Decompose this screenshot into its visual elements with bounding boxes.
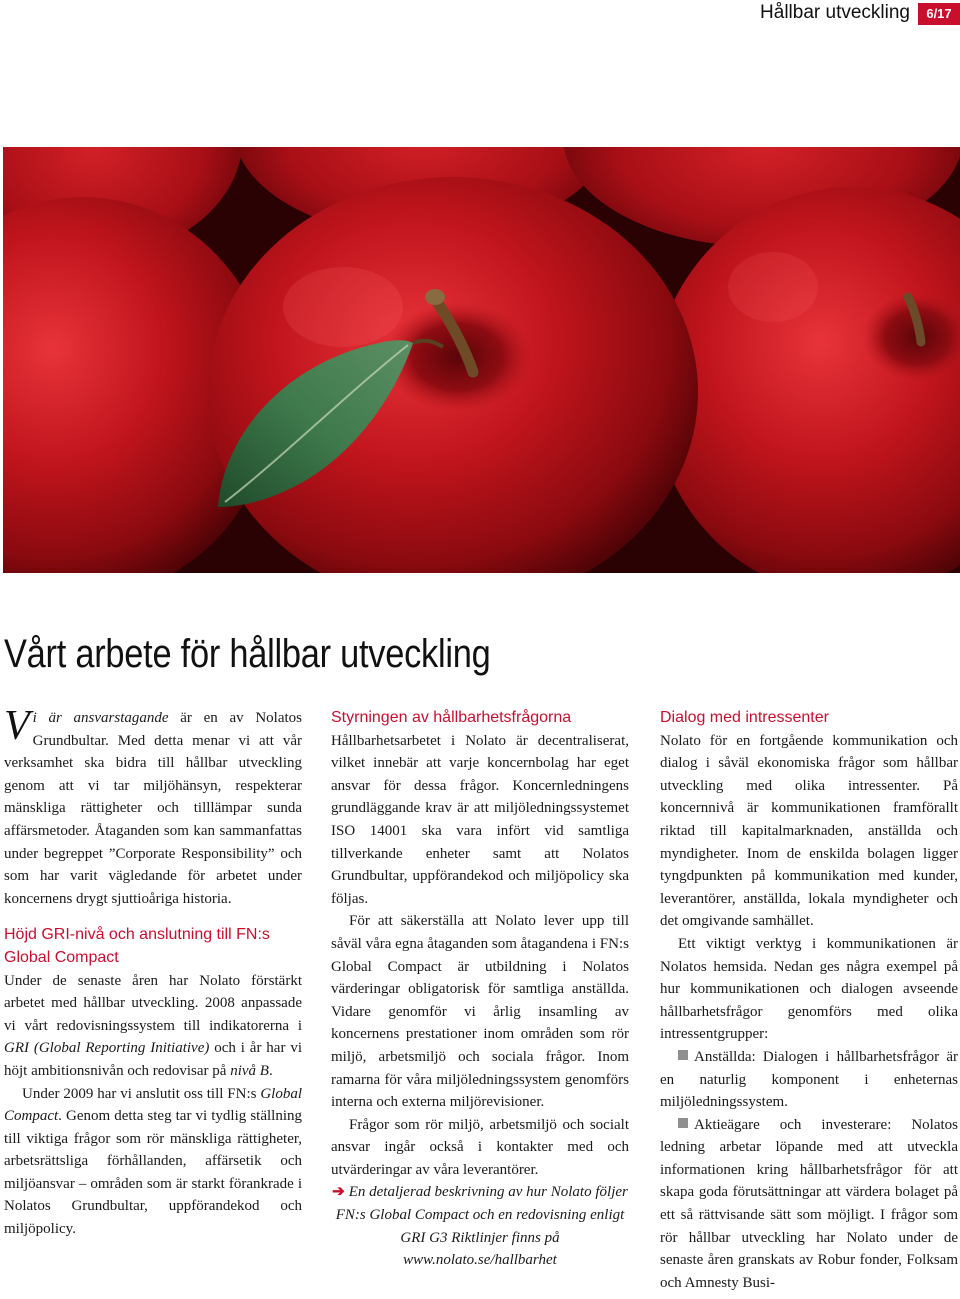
arrow-right-icon: ➔ bbox=[332, 1184, 345, 1201]
governance-paragraph-3: Frågor som rör miljö, arbetsmiljö och socialt ansvar ingår också i kontakter med och utvärderingar av våra leverantörer. bbox=[331, 1116, 629, 1178]
subhead-governance: Styrningen av hållbarhetsfrågorna bbox=[331, 709, 572, 726]
website-reference-note[interactable]: ➔ En detaljerad beskrivning av hur Nolato följer FN:s Global Compact och en redovisning enligt GRI G3 Riktlinjer finns på www.nolato.se/hallbarhet bbox=[332, 1184, 628, 1269]
global-compact-paragraph: Under 2009 har vi anslutit oss till FN:s Global Compact. Genom detta steg tar vi tydlig ställning till viktiga frågor som rör mänskliga rättigheter, arbetsrättsliga förhållanden, affärsetik och miljöansvar – områden som är starkt förankrade i Nolatos Grundbultar, uppförandekod och miljöpolicy. bbox=[4, 1085, 302, 1238]
article-headline: Vårt arbete för hållbar utveckling bbox=[4, 632, 491, 676]
subhead-dialogue: Dialog med intressenter bbox=[660, 709, 829, 726]
apples-illustration bbox=[3, 147, 960, 573]
governance-paragraph-1: Hållbarhetsarbetet i Nolato är decentraliserat, vilket innebär att varje koncernbolag har eget ansvar för dessa frågor. Koncernledningens grundläggande krav är att miljöledningssystemet ISO 14001 ska vara infört vid samtliga tillverkande enheter samt att Nolatos Grundbultar, uppförandekod och miljöpolicy ska följas. bbox=[331, 732, 629, 907]
column-3 bbox=[660, 707, 958, 1294]
apples-photo bbox=[3, 147, 960, 573]
drop-cap: V bbox=[4, 703, 30, 749]
dialogue-paragraph-1: Nolato för en fortgående kommunikation och dialog i såväl ekonomiska frågor som hållbar utveckling med olika intressenter. På koncernnivå är kommunikationen framförallt riktad till kapitalmarknaden, anställda och myndigheter. Inom de enskilda bolagen ligger tyngdpunkten på kommunikation med kunder, leverantörer, anställda, lokala myndigheter och det omgivande samhället. bbox=[660, 732, 958, 930]
page-number-badge: 6/17 bbox=[918, 3, 960, 25]
column-2 bbox=[331, 707, 629, 1272]
intro-paragraph: Vi är ansvarstagande är en av Nolatos Grundbultar. Med detta menar vi att vår verksamhet ska bidra till hållbar utveckling genom att vi tar miljöhänsyn, respekterar mänskliga rättigheter och tilllämpar sunda affärsmetoder. Åtaganden som kan sammanfattas under begreppet ”Corporate Responsibility” och som har varit vägledande för arbetet under koncernens drygt sjuttioåriga historia. bbox=[4, 703, 302, 907]
bullet-shareholders: Aktieägare och investerare: Nolatos ledning arbetar löpande med att utveckla informationen kring hållbarhetsfrågor för att skapa goda förutsättningar att värdera bolaget på ett så rättvisande sätt som möjligt. I frågor som rör hållbar utveckling har Nolato under de senaste åren granskats av Robur fonder, Folksam och Amnesty Busi- bbox=[660, 1116, 958, 1291]
governance-paragraph-2: För att säkerställa att Nolato lever upp till såväl våra egna åtaganden som åtagandena i FN:s Global Compact är utbildning i Nolatos värderingar obligatorisk för samtliga anställda. Vidare genomför vi årlig insamling av koncernens prestationer inom områden som rör miljö, arbetsmiljö och sociala frågor. Inom ramarna för våra miljöledningssystem genomförs interna och externa miljörevisioner. bbox=[331, 913, 629, 1111]
column-1 bbox=[4, 703, 302, 1241]
square-bullet-icon bbox=[678, 1118, 688, 1128]
page-header bbox=[0, 0, 960, 28]
dialogue-paragraph-2: Ett viktigt verktyg i kommunikationen är Nolatos hemsida. Nedan ges några exempel på hur kommunikationen och dialogen avseende hållbarhetsfrågor genomförs med olika intressentgrupper: bbox=[660, 935, 958, 1043]
square-bullet-icon bbox=[678, 1050, 688, 1060]
gri-paragraph: Under de senaste åren har Nolato förstärkt arbetet med hållbar utveckling. 2008 anpassade vi vårt redovisningssystem till indikatorerna i GRI (Global Reporting Initiative) och i år har vi höjt ambitionsnivån och redovisar på nivå B. bbox=[4, 972, 302, 1079]
subhead-gri: Höjd GRI-nivå och anslutning till FN:s Global Compact bbox=[4, 926, 270, 966]
bullet-employees: Anställda: Dialogen i hållbarhetsfrågor är en naturlig komponent i enheternas miljöledningssystem. bbox=[660, 1048, 958, 1111]
section-title: Hållbar utveckling bbox=[760, 2, 910, 23]
